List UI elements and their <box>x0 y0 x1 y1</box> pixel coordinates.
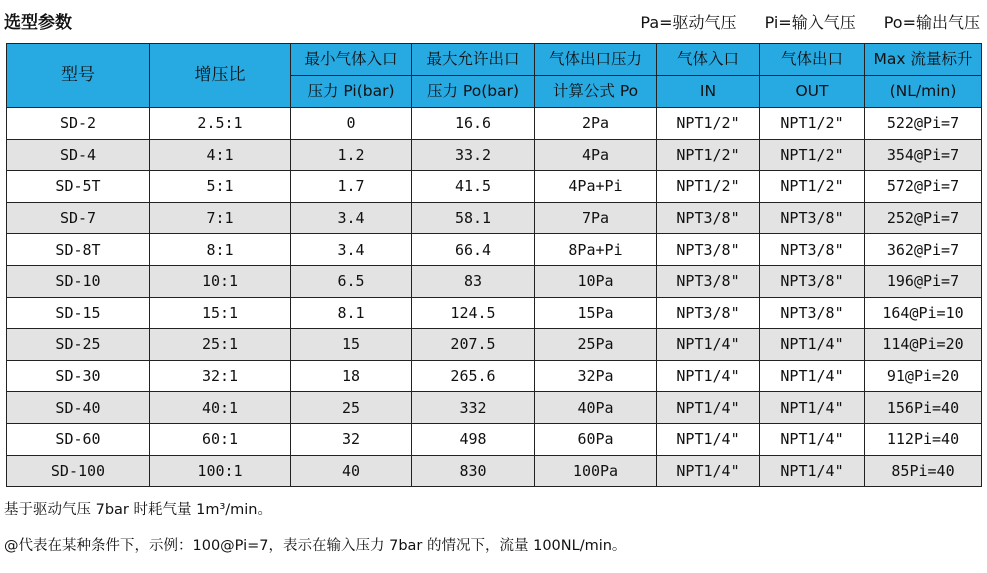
cell-model: SD-25 <box>7 329 150 361</box>
table-row <box>7 108 982 140</box>
cell-min-inlet-pressure: 32 <box>291 423 412 455</box>
pressure-legend <box>612 10 980 36</box>
header-max-outlet-unit: 压力 Po(bar) <box>412 76 535 108</box>
cell-inlet-port: NPT3/8" <box>657 265 760 297</box>
cell-outlet-port: NPT1/4" <box>760 360 865 392</box>
legend-pa: Pa=驱动气压 <box>640 13 737 32</box>
header-model: 型号 <box>7 44 150 108</box>
cell-max-flow: 354@Pi=7 <box>865 139 982 171</box>
cell-min-inlet-pressure: 0 <box>291 108 412 140</box>
cell-inlet-port: NPT1/4" <box>657 392 760 424</box>
cell-inlet-port: NPT3/8" <box>657 297 760 329</box>
cell-ratio: 100:1 <box>150 455 291 487</box>
cell-outlet-port: NPT1/4" <box>760 455 865 487</box>
cell-ratio: 4:1 <box>150 139 291 171</box>
cell-outlet-formula: 60Pa <box>535 423 657 455</box>
cell-outlet-formula: 25Pa <box>535 329 657 361</box>
header-outlet: 气体出口 <box>760 44 865 76</box>
header-flow-unit: (NL/min) <box>865 76 982 108</box>
cell-max-flow: 572@Pi=7 <box>865 171 982 203</box>
cell-max-outlet-pressure: 498 <box>412 423 535 455</box>
cell-min-inlet-pressure: 8.1 <box>291 297 412 329</box>
cell-max-flow: 156Pi=40 <box>865 392 982 424</box>
legend-po: Po=输出气压 <box>883 13 980 32</box>
cell-ratio: 8:1 <box>150 234 291 266</box>
cell-outlet-formula: 2Pa <box>535 108 657 140</box>
note-air-consumption: 基于驱动气压 7bar 时耗气量 1m³/min。 <box>4 502 272 518</box>
cell-inlet-port: NPT1/4" <box>657 455 760 487</box>
cell-outlet-formula: 40Pa <box>535 392 657 424</box>
header-formula: 气体出口压力 <box>535 44 657 76</box>
cell-inlet-port: NPT1/2" <box>657 139 760 171</box>
cell-outlet-formula: 4Pa <box>535 139 657 171</box>
header-min-inlet-unit: 压力 Pi(bar) <box>291 76 412 108</box>
cell-inlet-port: NPT1/2" <box>657 171 760 203</box>
cell-model: SD-7 <box>7 202 150 234</box>
cell-max-flow: 112Pi=40 <box>865 423 982 455</box>
selection-table <box>6 43 982 487</box>
page-title: 选型参数 <box>4 13 72 33</box>
cell-ratio: 2.5:1 <box>150 108 291 140</box>
cell-outlet-formula: 32Pa <box>535 360 657 392</box>
cell-max-flow: 522@Pi=7 <box>865 108 982 140</box>
cell-inlet-port: NPT1/4" <box>657 360 760 392</box>
cell-ratio: 60:1 <box>150 423 291 455</box>
cell-model: SD-4 <box>7 139 150 171</box>
cell-max-flow: 114@Pi=20 <box>865 329 982 361</box>
header-min-inlet: 最小气体入口 <box>291 44 412 76</box>
table-row <box>7 234 982 266</box>
cell-model: SD-40 <box>7 392 150 424</box>
table-row <box>7 297 982 329</box>
cell-max-outlet-pressure: 207.5 <box>412 329 535 361</box>
header-row-1 <box>7 44 982 76</box>
header-flow: Max 流量标升 <box>865 44 982 76</box>
table-row <box>7 423 982 455</box>
cell-min-inlet-pressure: 1.7 <box>291 171 412 203</box>
cell-max-flow: 362@Pi=7 <box>865 234 982 266</box>
table-row <box>7 139 982 171</box>
cell-max-flow: 196@Pi=7 <box>865 265 982 297</box>
cell-max-outlet-pressure: 124.5 <box>412 297 535 329</box>
cell-model: SD-2 <box>7 108 150 140</box>
cell-inlet-port: NPT1/4" <box>657 329 760 361</box>
header-outlet-unit: OUT <box>760 76 865 108</box>
cell-outlet-port: NPT3/8" <box>760 202 865 234</box>
cell-outlet-port: NPT1/2" <box>760 171 865 203</box>
table-row <box>7 329 982 361</box>
cell-min-inlet-pressure: 3.4 <box>291 202 412 234</box>
table-body <box>7 108 982 487</box>
cell-inlet-port: NPT3/8" <box>657 202 760 234</box>
cell-inlet-port: NPT1/2" <box>657 108 760 140</box>
cell-max-outlet-pressure: 830 <box>412 455 535 487</box>
cell-model: SD-8T <box>7 234 150 266</box>
header-inlet-unit: IN <box>657 76 760 108</box>
cell-outlet-port: NPT1/2" <box>760 139 865 171</box>
cell-outlet-formula: 4Pa+Pi <box>535 171 657 203</box>
table-row <box>7 392 982 424</box>
cell-max-outlet-pressure: 58.1 <box>412 202 535 234</box>
cell-model: SD-60 <box>7 423 150 455</box>
cell-ratio: 5:1 <box>150 171 291 203</box>
cell-outlet-port: NPT1/4" <box>760 423 865 455</box>
cell-ratio: 25:1 <box>150 329 291 361</box>
cell-outlet-formula: 15Pa <box>535 297 657 329</box>
cell-model: SD-10 <box>7 265 150 297</box>
cell-ratio: 7:1 <box>150 202 291 234</box>
cell-max-outlet-pressure: 41.5 <box>412 171 535 203</box>
cell-ratio: 40:1 <box>150 392 291 424</box>
table-row <box>7 455 982 487</box>
cell-outlet-port: NPT1/4" <box>760 392 865 424</box>
header-inlet: 气体入口 <box>657 44 760 76</box>
cell-outlet-port: NPT1/4" <box>760 329 865 361</box>
cell-ratio: 15:1 <box>150 297 291 329</box>
cell-min-inlet-pressure: 6.5 <box>291 265 412 297</box>
header-max-outlet: 最大允许出口 <box>412 44 535 76</box>
cell-inlet-port: NPT1/4" <box>657 423 760 455</box>
header-ratio: 增压比 <box>150 44 291 108</box>
cell-min-inlet-pressure: 15 <box>291 329 412 361</box>
cell-max-outlet-pressure: 16.6 <box>412 108 535 140</box>
cell-min-inlet-pressure: 40 <box>291 455 412 487</box>
table-row <box>7 265 982 297</box>
cell-min-inlet-pressure: 3.4 <box>291 234 412 266</box>
cell-inlet-port: NPT3/8" <box>657 234 760 266</box>
cell-min-inlet-pressure: 25 <box>291 392 412 424</box>
cell-max-outlet-pressure: 265.6 <box>412 360 535 392</box>
cell-max-outlet-pressure: 66.4 <box>412 234 535 266</box>
cell-max-flow: 164@Pi=10 <box>865 297 982 329</box>
cell-model: SD-5T <box>7 171 150 203</box>
cell-outlet-port: NPT3/8" <box>760 265 865 297</box>
top-bar <box>4 10 980 36</box>
cell-max-flow: 85Pi=40 <box>865 455 982 487</box>
cell-model: SD-100 <box>7 455 150 487</box>
table-row <box>7 171 982 203</box>
legend-pi: Pi=输入气压 <box>764 13 856 32</box>
cell-max-outlet-pressure: 83 <box>412 265 535 297</box>
cell-model: SD-15 <box>7 297 150 329</box>
header-formula-unit: 计算公式 Po <box>535 76 657 108</box>
cell-ratio: 32:1 <box>150 360 291 392</box>
cell-ratio: 10:1 <box>150 265 291 297</box>
cell-outlet-formula: 8Pa+Pi <box>535 234 657 266</box>
cell-max-flow: 252@Pi=7 <box>865 202 982 234</box>
cell-outlet-formula: 7Pa <box>535 202 657 234</box>
cell-model: SD-30 <box>7 360 150 392</box>
cell-max-flow: 91@Pi=20 <box>865 360 982 392</box>
cell-min-inlet-pressure: 1.2 <box>291 139 412 171</box>
cell-max-outlet-pressure: 33.2 <box>412 139 535 171</box>
cell-outlet-port: NPT3/8" <box>760 297 865 329</box>
cell-outlet-formula: 10Pa <box>535 265 657 297</box>
table-row <box>7 202 982 234</box>
cell-min-inlet-pressure: 18 <box>291 360 412 392</box>
cell-outlet-formula: 100Pa <box>535 455 657 487</box>
cell-outlet-port: NPT3/8" <box>760 234 865 266</box>
cell-outlet-port: NPT1/2" <box>760 108 865 140</box>
table-row <box>7 360 982 392</box>
note-at-symbol: @代表在某种条件下，示例：100@Pi=7，表示在输入压力 7bar 的情况下，流量 100NL/min。 <box>4 538 627 554</box>
cell-max-outlet-pressure: 332 <box>412 392 535 424</box>
